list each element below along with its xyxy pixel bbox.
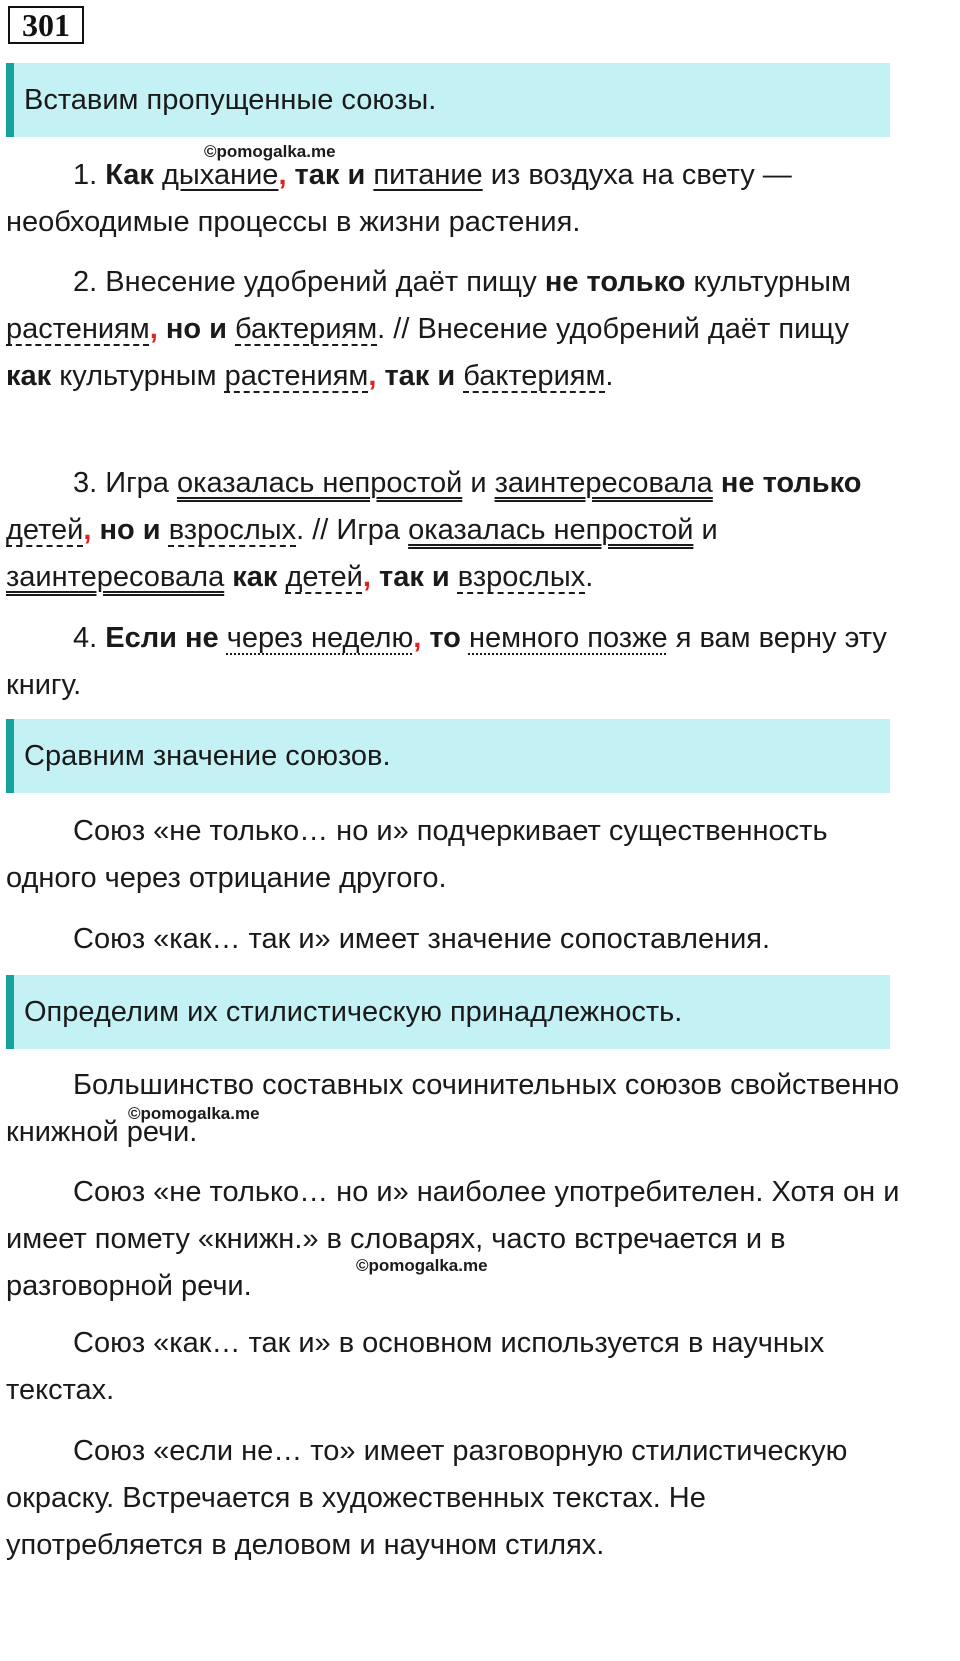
style-paragraph-1: Большинство составных сочинительных союзов свойственно книжной речи. bbox=[6, 1069, 900, 1148]
section-heading-style: Определим их стилистическую принадлежность. bbox=[6, 975, 890, 1049]
compare-paragraph-2: Союз «как… так и» имеет значение сопоставления. bbox=[73, 923, 771, 955]
subject-nutrition: питание bbox=[373, 159, 483, 191]
style-paragraph-2: Союз «не только… но и» наиболее употребителен. Хотя он и имеет помету «книжн.» в словарях, часто встречается и в разговорной речи. bbox=[6, 1176, 900, 1302]
watermark: ©pomogalka.me bbox=[204, 142, 336, 161]
section-heading-insert-conjunctions: Вставим пропущенные союзы. bbox=[6, 63, 890, 137]
watermark: ©pomogalka.me bbox=[128, 1104, 260, 1123]
compare-paragraph-1: Союз «не только… но и» подчеркивает существенность одного через отрицание другого. bbox=[6, 815, 828, 894]
exercise-number: 301 bbox=[8, 6, 84, 44]
sentence-4: 4. Если не через неделю, то немного позже я вам верну эту книгу. bbox=[6, 622, 887, 701]
sentence-2: 2. Внесение удобрений даёт пищу не только культурным растениям, но и бактериям. // Внесение удобрений даёт пищу как культурным растениям, так и бактериям. bbox=[6, 266, 851, 392]
subject-breathing: дыхание bbox=[162, 159, 279, 191]
style-paragraph-4: Союз «если не… то» имеет разговорную стилистическую окраску. Встречается в художественных текстах. Не употребляется в деловом и научном стилях. bbox=[6, 1435, 848, 1561]
sentence-1: 1. Как дыхание, так и питание из воздуха на свету — необходимые процессы в жизни растения. bbox=[6, 159, 792, 238]
sentence-3: 3. Игра оказалась непростой и заинтересовала не только детей, но и взрослых. // Игра оказалась непростой и заинтересовала как детей, так и взрослых. bbox=[6, 467, 862, 593]
watermark: ©pomogalka.me bbox=[356, 1256, 488, 1275]
section-heading-compare: Сравним значение союзов. bbox=[6, 719, 890, 793]
style-paragraph-3: Союз «как… так и» в основном используется в научных текстах. bbox=[6, 1327, 825, 1406]
